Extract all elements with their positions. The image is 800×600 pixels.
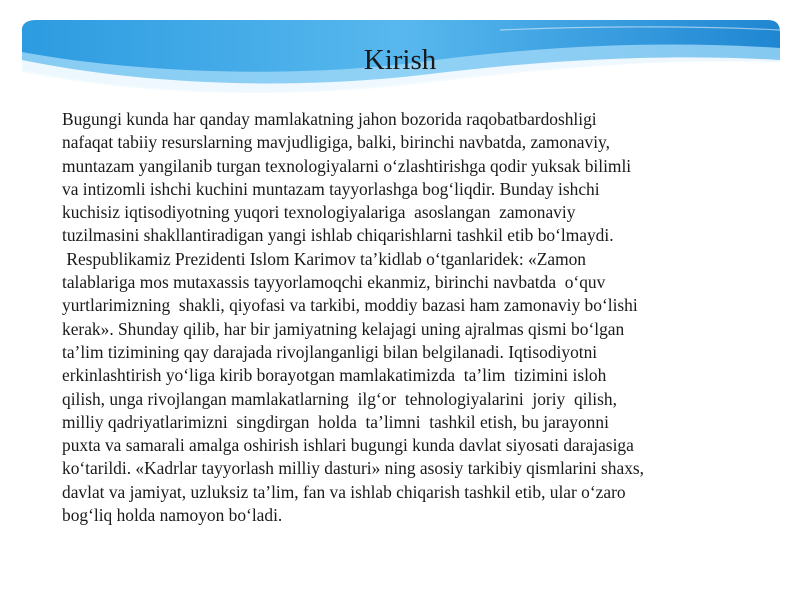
text-line: nafaqat tabiiy resurslarning mavjudligiga, balki, birinchi navbatda, zamonaviy,: [62, 132, 610, 153]
text-line: ko‘tarildi. «Kadrlar tayyorlash milliy dasturi» ning asosiy tarkibiy qismlarini shaxs,: [62, 458, 645, 479]
text-line: kuchisiz iqtisodiyotning yuqori texnologiyalariga asoslangan zamonaviy: [62, 202, 576, 223]
text-line: bog‘liq holda namoyon bo‘ladi.: [62, 505, 283, 526]
text-line: erkinlashtirish yo‘liga kirib borayotgan mamlakatimizda ta’lim tizimini isloh: [62, 365, 607, 386]
text-line: va intizomli ishchi kuchini muntazam tayyorlashga bog‘liqdir. Bunday ishchi: [62, 178, 600, 199]
text-line: ta’lim tizimining qay darajada rivojlanganligi bilan belgilanadi. Iqtisodiyotni: [62, 341, 598, 362]
text-line: puxta va samarali amalga oshirish ishlari bugungi kunda davlat siyosati darajasiga: [62, 435, 634, 456]
text-line: muntazam yangilanib turgan texnologiyalarni o‘zlashtirishga qodir yuksak bilimli: [62, 155, 632, 176]
text-line: yurtlarimizning shakli, qiyofasi va tarkibi, moddiy bazasi ham zamonaviy bo‘lishi: [62, 295, 638, 316]
text-line: davlat va jamiyat, uzluksiz ta’lim, fan va ishlab chiqarish tashkil etib, ular o‘zaro: [62, 481, 626, 502]
text-line: tuzilmasini shakllantiradigan yangi ishlab chiqarishlarni tashkil etib bo‘lmaydi.: [62, 225, 614, 246]
slide-title: [0, 44, 800, 77]
slide-title-text: Kirish: [363, 44, 437, 76]
text-line: milliy qadriyatlarimizni singdirgan holda ta’limni tashkil etish, bu jarayonni: [62, 411, 609, 432]
text-line: Respublikamiz Prezidenti Islom Karimov ta’kidlab o‘tganlaridek: «Zamon: [62, 248, 587, 269]
text-line: talablariga mos mutaxassis tayyorlamoqchi ekanmiz, birinchi navbatda o‘quv: [62, 272, 606, 293]
text-line: qilish, unga rivojlangan mamlakatlarning ilg‘or tehnologiyalarini joriy qilish,: [62, 388, 617, 409]
text-line: kerak». Shunday qilib, har bir jamiyatning kelajagi uning ajralmas qismi bo‘lgan: [62, 318, 625, 339]
text-line: Bugungi kunda har qanday mamlakatning jahon bozorida raqobatbardoshligi: [62, 109, 597, 129]
body-paragraph: [62, 108, 752, 527]
